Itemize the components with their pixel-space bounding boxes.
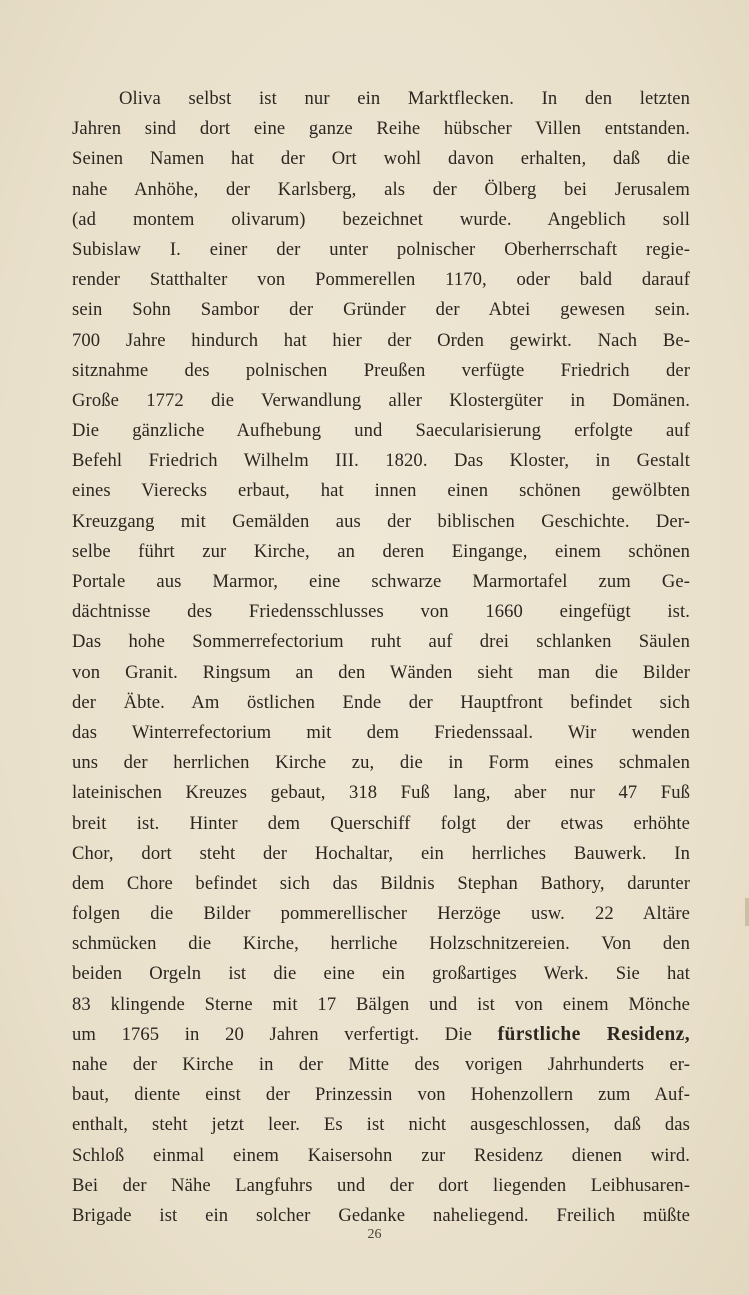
text-line: baut, diente einst der Prinzessin von Hohenzollern zum Auf- xyxy=(72,1084,690,1106)
text-line: Befehl Friedrich Wilhelm III. 1820. Das Kloster, in Gestalt xyxy=(72,450,690,472)
page-number: 26 xyxy=(367,1227,382,1242)
text-line: sitznahme des polnischen Preußen verfügte Friedrich der xyxy=(72,359,690,381)
text-line: 700 Jahre hindurch hat hier der Orden gewirkt. Nach Be- xyxy=(72,329,690,351)
page-edge-mark xyxy=(745,898,749,926)
text-line: beiden Orgeln ist die eine ein großartiges Werk. Sie hat xyxy=(72,963,690,985)
text-line: schmücken die Kirche, herrliche Holzschnitzereien. Von den xyxy=(72,933,690,955)
text-line: Chor, dort steht der Hochaltar, ein herrliches Bauwerk. In xyxy=(72,842,690,864)
text-line: lateinischen Kreuzes gebaut, 318 Fuß lang, aber nur 47 Fuß xyxy=(72,782,690,804)
text-line: dächtnisse des Friedensschlusses von 1660 eingefügt ist. xyxy=(72,601,690,623)
text-line: nahe Anhöhe, der Karlsberg, als der Ölberg bei Jerusalem xyxy=(72,178,690,200)
text-line: der Äbte. Am östlichen Ende der Hauptfront befindet sich xyxy=(72,691,690,713)
text-line: Große 1772 die Verwandlung aller Klostergüter in Domänen. xyxy=(72,389,690,411)
text-line: Bei der Nähe Langfuhrs und der dort liegenden Leibhusaren- xyxy=(72,1174,690,1196)
text-line: sein Sohn Sambor der Gründer der Abtei gewesen sein. xyxy=(72,299,690,321)
text-line: Jahren sind dort eine ganze Reihe hübscher Villen entstanden. xyxy=(72,118,690,140)
text-line: folgen die Bilder pommerellischer Herzöge usw. 22 Altäre xyxy=(72,903,690,925)
text-line-prefix: um 1765 in 20 Jahren verfertigt. Die xyxy=(72,1023,498,1045)
text-line: Oliva selbst ist nur ein Marktflecken. In den letzten xyxy=(119,88,690,109)
text-line: nahe der Kirche in der Mitte des vorigen Jahrhunderts er- xyxy=(72,1054,690,1075)
text-line: eines Vierecks erbaut, hat innen einen schönen gewölbten xyxy=(72,480,690,502)
text-line: Brigade ist ein solcher Gedanke naheliegend. Freilich müßte xyxy=(72,1204,690,1226)
text-line-with-emphasis xyxy=(72,1020,690,1050)
text-line: das Winterrefectorium mit dem Friedenssaal. Wir wenden xyxy=(72,721,690,743)
text-line: breit ist. Hinter dem Querschiff folgt der etwas erhöhte xyxy=(72,812,690,834)
text-line: Kreuzgang mit Gemälden aus der biblischen Geschichte. Der- xyxy=(72,510,690,532)
text-line: render Statthalter von Pommerellen 1170, oder bald darauf xyxy=(72,269,690,291)
text-line: Subislaw I. einer der unter polnischer Oberherrschaft regie- xyxy=(72,238,690,260)
text-line: enthalt, steht jetzt leer. Es ist nicht ausgeschlossen, daß das xyxy=(72,1114,690,1136)
text-line: uns der herrlichen Kirche zu, die in Form eines schmalen xyxy=(72,752,690,774)
text-line: Seinen Namen hat der Ort wohl davon erhalten, daß die xyxy=(72,148,690,170)
text-line: Die gänzliche Aufhebung und Saecularisierung erfolgte auf xyxy=(72,420,690,442)
emphasized-heading-text: fürstliche Residenz, xyxy=(497,1023,690,1045)
text-line: Portale aus Marmor, eine schwarze Marmortafel zum Ge- xyxy=(72,571,690,592)
text-line: Das hohe Sommerrefectorium ruht auf drei schlanken Säulen xyxy=(72,631,690,653)
text-line: selbe führt zur Kirche, an deren Eingange, einem schönen xyxy=(72,540,690,562)
body-text xyxy=(72,84,690,1231)
text-line: 83 klingende Sterne mit 17 Bälgen und ist von einem Mönche xyxy=(72,993,690,1015)
text-line: dem Chore befindet sich das Bildnis Stephan Bathory, darunter xyxy=(72,872,690,894)
text-line: Schloß einmal einem Kaisersohn zur Residenz dienen wird. xyxy=(72,1144,690,1166)
text-line: von Granit. Ringsum an den Wänden sieht man die Bilder xyxy=(72,661,690,683)
text-line: (ad montem olivarum) bezeichnet wurde. Angeblich soll xyxy=(72,208,690,230)
